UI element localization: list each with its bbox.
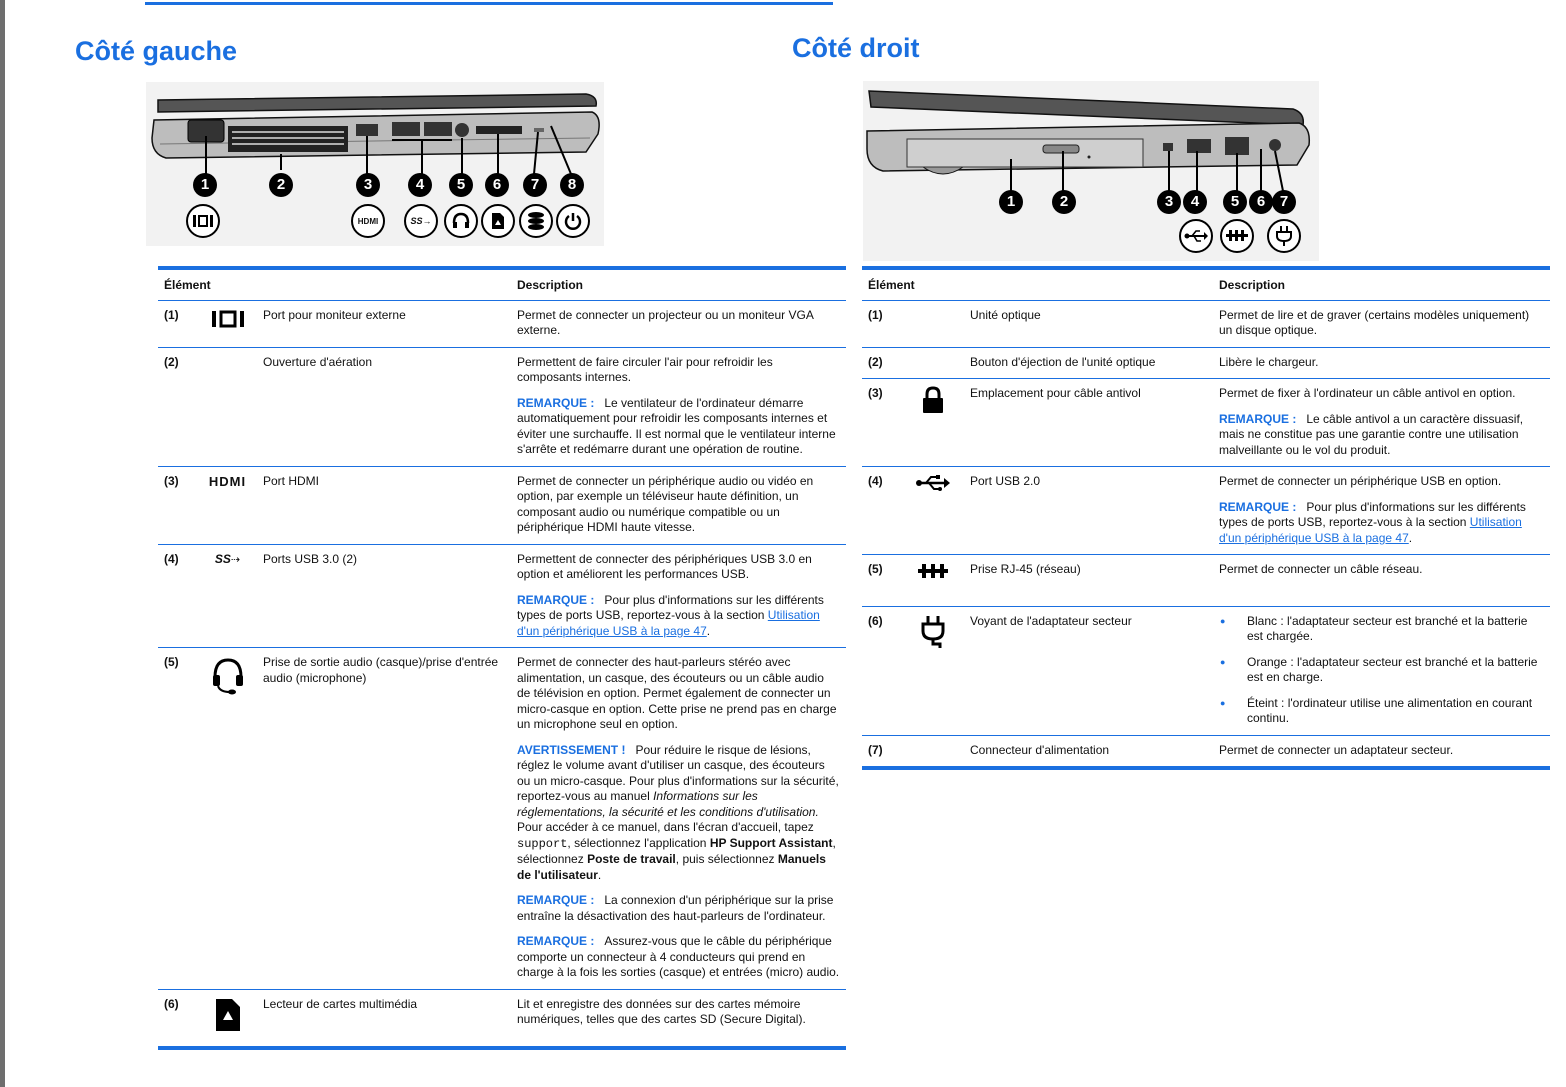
sd-card-icon xyxy=(198,989,257,1048)
row-num: (3) xyxy=(158,466,198,544)
table-row xyxy=(862,379,1550,467)
table-row xyxy=(862,300,1550,347)
callout-5: 5 xyxy=(449,173,473,197)
row-name: Bouton d'éjection de l'unité optique xyxy=(964,347,1213,379)
row-name: Port pour moniteur externe xyxy=(257,300,511,347)
note-label: REMARQUE : xyxy=(517,934,595,948)
usb3-icon: SS → xyxy=(404,204,438,238)
row-name: Port USB 2.0 xyxy=(964,467,1213,555)
row-name: Port HDMI xyxy=(257,466,511,544)
row-name: Connecteur d'alimentation xyxy=(964,735,1213,768)
note-text: La connexion d'un périphérique sur la prise entraîne la désactivation des haut-parleurs de l'ordinateur. xyxy=(517,893,834,923)
row-name: Ports USB 3.0 (2) xyxy=(257,544,511,648)
window-edge xyxy=(0,0,5,1087)
row-description xyxy=(511,989,846,1048)
empty-icon-cell xyxy=(198,347,257,466)
row-description xyxy=(1213,300,1550,347)
list-item: ● Éteint : l'ordinateur utilise une alimentation en courant continu. xyxy=(1247,696,1544,727)
row-num: (1) xyxy=(158,300,198,347)
row-num: (2) xyxy=(158,347,198,466)
col-element: Élément xyxy=(158,268,511,300)
desc-text: Permet de lire et de graver (certains modèles uniquement) un disque optique. xyxy=(1219,307,1530,337)
row-name: Prise de sortie audio (casque)/prise d'entrée audio (microphone) xyxy=(257,648,511,990)
table-header xyxy=(862,268,1550,300)
callout-2: 2 xyxy=(1052,190,1076,214)
drive-activity-icon xyxy=(519,204,553,238)
right-side-illustration xyxy=(863,81,1319,261)
note-end: . xyxy=(1408,530,1413,545)
list-item: ● Orange : l'adaptateur secteur est branché et la batterie est en charge. xyxy=(1247,655,1544,686)
table-header xyxy=(158,268,846,300)
row-num: (6) xyxy=(862,606,902,735)
warning-text: , sélectionnez l'application xyxy=(567,835,707,850)
row-name: Voyant de l'adaptateur secteur xyxy=(964,606,1213,735)
hdmi-icon-text: HDMI xyxy=(208,473,247,489)
hdmi-icon xyxy=(198,466,257,544)
sd-card-icon xyxy=(481,204,515,238)
row-description xyxy=(511,347,846,466)
row-name: Lecteur de cartes multimédia xyxy=(257,989,511,1048)
row-num: (1) xyxy=(862,300,902,347)
empty-icon-cell xyxy=(902,300,964,347)
table-row xyxy=(862,347,1550,379)
manual-title: Informations sur les réglementations, la sécurité et les conditions d'utilisation. xyxy=(517,789,819,819)
callout-4: 4 xyxy=(1183,190,1207,214)
table-row xyxy=(862,735,1550,768)
network-icon xyxy=(1220,219,1254,253)
network-icon xyxy=(902,555,964,607)
table-row xyxy=(158,347,846,466)
row-description xyxy=(1213,379,1550,467)
desc-text: Lit et enregistre des données sur des cartes mémoire numériques, telles que des cartes SD (Secure Digital). xyxy=(517,996,806,1026)
warning-text: Pour accéder à ce manuel, dans l'écran d'accueil, tapez xyxy=(517,820,814,834)
row-description xyxy=(1213,347,1550,379)
row-description xyxy=(1213,606,1550,735)
power-icon xyxy=(556,204,590,238)
table-row xyxy=(158,466,846,544)
row-name: Unité optique xyxy=(964,300,1213,347)
row-name: Prise RJ-45 (réseau) xyxy=(964,555,1213,607)
menu-name: Poste de travail xyxy=(587,852,676,866)
usb-section-link[interactable]: Utilisation d'un périphérique USB à la page 47 xyxy=(1219,515,1522,545)
table-row xyxy=(158,544,846,648)
vga-icon xyxy=(186,204,220,238)
row-description xyxy=(1213,735,1550,768)
desc-text: Permet de connecter un périphérique USB en option. xyxy=(1219,474,1502,488)
typed-command: support xyxy=(517,836,568,851)
note xyxy=(517,396,840,458)
row-num: (4) xyxy=(158,544,198,648)
note-text: Pour plus d'informations sur les différents types de ports USB, reportez-vous à la section xyxy=(517,592,824,622)
headset-icon xyxy=(444,204,478,238)
row-name: Emplacement pour câble antivol xyxy=(964,379,1213,467)
note-text: Le ventilateur de l'ordinateur démarre automatiquement pour refroidir les composants internes et éviter une surchauffe. Il est normal que le ventilateur interne s'arrête et redémarre durant une opération de routine. xyxy=(517,395,836,456)
row-description xyxy=(511,466,846,544)
callout-7: 7 xyxy=(1272,190,1296,214)
hdmi-icon xyxy=(351,204,385,238)
note-text: Pour plus d'informations sur les différents types de ports USB, reportez-vous à la section xyxy=(1219,499,1526,529)
empty-icon-cell xyxy=(902,347,964,379)
usb-icon xyxy=(902,467,964,555)
callout-3: 3 xyxy=(356,173,380,197)
row-description xyxy=(1213,467,1550,555)
col-description: Description xyxy=(1213,268,1550,300)
row-name: Ouverture d'aération xyxy=(257,347,511,466)
note-label: REMARQUE : xyxy=(517,395,595,410)
col-description: Description xyxy=(511,268,846,300)
note-end: . xyxy=(706,623,711,638)
status-list xyxy=(1219,614,1544,727)
callout-3: 3 xyxy=(1157,190,1181,214)
row-description xyxy=(1213,555,1550,607)
usb-section-link[interactable]: Utilisation d'un périphérique USB à la page 47 xyxy=(517,608,820,638)
warning-text: , sélectionnez xyxy=(517,835,836,866)
row-description xyxy=(511,648,846,990)
callout-4: 4 xyxy=(408,173,432,197)
desc-text: Permet de fixer à l'ordinateur un câble antivol en option. xyxy=(1219,386,1516,400)
table-row xyxy=(158,648,846,990)
table-row xyxy=(862,606,1550,735)
usb3-icon: SS⇢ xyxy=(198,544,257,648)
note xyxy=(1219,412,1544,459)
note xyxy=(517,893,840,924)
warning-label: AVERTISSEMENT ! xyxy=(517,742,626,757)
row-num: (5) xyxy=(158,648,198,990)
row-description xyxy=(511,544,846,648)
row-num: (6) xyxy=(158,989,198,1048)
desc-text: Permettent de connecter des périphériques USB 3.0 en option et améliorent les performances USB. xyxy=(517,551,812,581)
row-num: (3) xyxy=(862,379,902,467)
usb3-icon-text: SS xyxy=(214,551,231,566)
headset-icon xyxy=(198,648,257,990)
row-num: (4) xyxy=(862,467,902,555)
desc-text: Permet de connecter un projecteur ou un moniteur VGA externe. xyxy=(517,307,814,337)
callout-6: 6 xyxy=(1249,190,1273,214)
note-text: Assurez-vous que le câble du périphérique comporte un connecteur à 4 conducteurs qui prend en charge à la fois les sorties (casque) et entrées (micro) audio. xyxy=(517,934,840,979)
lock-icon xyxy=(902,379,964,467)
left-spec-table xyxy=(158,266,846,1050)
table-row xyxy=(862,555,1550,607)
warning-text: , puis sélectionnez xyxy=(675,852,775,866)
desc-text: Permettent de faire circuler l'air pour refroidir les composants internes. xyxy=(517,354,773,384)
left-side-illustration xyxy=(146,82,604,246)
table-row xyxy=(158,989,846,1048)
note-label: REMARQUE : xyxy=(1219,499,1297,514)
warning-end: . xyxy=(597,867,602,882)
row-num: (2) xyxy=(862,347,902,379)
vga-icon xyxy=(198,300,257,347)
desc-text: Libère le chargeur. xyxy=(1219,354,1319,369)
callout-1: 1 xyxy=(999,190,1023,214)
menu-name: Manuels de l'utilisateur xyxy=(517,852,826,882)
usb3-icon-text: SS xyxy=(410,216,423,226)
ac-adapter-icon xyxy=(902,606,964,735)
table-row xyxy=(158,300,846,347)
callout-7: 7 xyxy=(523,173,547,197)
note xyxy=(1219,500,1544,547)
app-name: HP Support Assistant xyxy=(709,835,833,850)
table-row xyxy=(862,467,1550,555)
hdmi-icon-text: HDMI xyxy=(357,216,379,226)
row-num: (5) xyxy=(862,555,902,607)
note-label: REMARQUE : xyxy=(1219,411,1297,426)
callout-5: 5 xyxy=(1223,190,1247,214)
note xyxy=(517,593,840,640)
right-side-title: Côté droit xyxy=(792,33,920,63)
desc-text: Permet de connecter un adaptateur secteur. xyxy=(1219,742,1454,757)
desc-text: Permet de connecter des haut-parleurs stéréo avec alimentation, un casque, des écouteurs ou un câble audio de télévision en option. Permet également de connecter un micro-casque en option. Cette prise ne prend pas en charge un microphone seul en option. xyxy=(517,655,837,731)
top-rule xyxy=(145,2,833,5)
callout-8: 8 xyxy=(560,173,584,197)
col-element: Élément xyxy=(862,268,1213,300)
callout-6: 6 xyxy=(485,173,509,197)
callout-1: 1 xyxy=(193,173,217,197)
callout-2: 2 xyxy=(269,173,293,197)
note xyxy=(517,934,840,981)
row-num: (7) xyxy=(862,735,902,768)
desc-text: Permet de connecter un câble réseau. xyxy=(1219,562,1423,576)
left-side-title: Côté gauche xyxy=(75,36,238,66)
right-spec-table xyxy=(862,266,1550,770)
note-label: REMARQUE : xyxy=(517,592,595,607)
warning-text: Pour réduire le risque de lésions, réglez le volume avant d'utiliser un casque, des écouteurs ou un micro-casque. Pour plus d'informations sur la sécurité, reportez-vous au manuel xyxy=(517,742,839,803)
note-text: Le câble antivol a un caractère dissuasif, mais ne constitue pas une garantie contre une utilisation malveillante ou le vol du produit. xyxy=(1219,411,1524,457)
note-label: REMARQUE : xyxy=(517,893,595,907)
row-description xyxy=(511,300,846,347)
ac-adapter-icon xyxy=(1267,219,1301,253)
desc-text: Permet de connecter un périphérique audio ou vidéo en option, par exemple un téléviseur haute définition, un composant audio ou numérique compatible ou un périphérique HDMI haute vitesse. xyxy=(517,473,814,534)
warning xyxy=(517,743,840,884)
list-item: ● Blanc : l'adaptateur secteur est branché et la batterie est chargée. xyxy=(1247,614,1544,645)
empty-icon-cell xyxy=(902,735,964,768)
usb-icon xyxy=(1179,219,1213,253)
